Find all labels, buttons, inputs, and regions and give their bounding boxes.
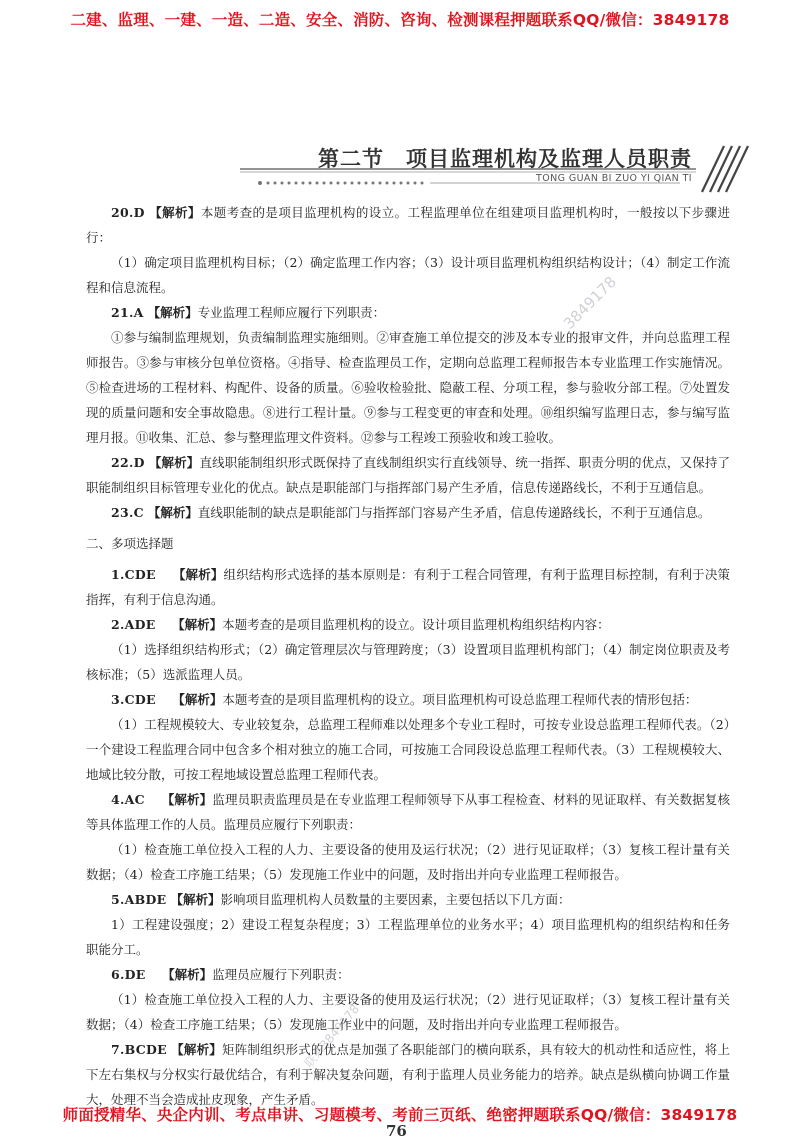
answer-detail: （1）确定项目监理机构目标；（2）确定监理工作内容；（3）设计项目监理机构组织结构设计；（4）制定工作流程和信息流程。: [86, 255, 730, 295]
answer-item-m3: 3.CDE 【解析】本题考查的是项目监理机构的设立。项目监理机构可设总监理工程师代表的情形包括：: [111, 692, 698, 707]
answer-detail: （1）选择组织结构形式；（2）确定管理层次与管理跨度；（3）设置项目监理机构部门；（4）制定岗位职责及考核标准；（5）选派监理人员。: [86, 642, 730, 682]
answer-detail: （1）工程规模较大、专业较复杂，总监理工程师难以处理多个专业工程时，可按专业设总监理工程师代表。（2）一个建设工程监理合同中包含多个相对独立的施工合同，可按施工合同段设总监理工程师代表。（3）工程规模较大、地域比较分散，可按工程地域设置总监理工程师代表。: [86, 717, 730, 782]
answer-item-20: 20.D 【解析】本题考查的是项目监理机构的设立。工程监理单位在组建项目监理机构时，一般按以下步骤进行：: [86, 205, 730, 245]
answer-item-m1: 1.CDE 【解析】组织结构形式选择的基本原则是：有利于工程合同管理，有利于监理目标控制，有利于决策指挥，有利于信息沟通。: [86, 567, 730, 607]
answer-item-23: 23.C 【解析】直线职能制的缺点是职能部门与指挥部门容易产生矛盾，信息传递路线长，不利于互通信息。: [111, 505, 711, 520]
watermark: 3849178: [560, 272, 620, 333]
top-contact-banner: 二建、监理、一建、一造、二造、安全、消防、咨询、检测课程押题联系QQ/微信：3849178: [70, 11, 730, 29]
answer-item-22: 22.D 【解析】直线职能制组织形式既保持了直线制组织实行直线领导、统一指挥、职责分明的优点，又保持了职能制组织目标管理专业化的优点。缺点是职能部门与指挥部门易产生矛盾，信息传递路线长，不利于互通信息。: [86, 455, 730, 495]
section-heading-multiple-choice: 二、多项选择题: [86, 536, 174, 551]
answer-item-m6: 6.DE 【解析】监理员应履行下列职责：: [111, 967, 350, 982]
answer-item-m4: 4.AC 【解析】监理员职责监理员是在专业监理工程师领导下从事工程检查、材料的见证取样、有关数据复核等具体监理工作的人员。监理员应履行下列职责：: [86, 792, 730, 832]
answer-detail: （1）检查施工单位投入工程的人力、主要设备的使用及运行状况；（2）进行见证取样；（3）复核工程计量有关数据；（4）检查工序施工结果；（5）发现施工作业中的问题，及时指出并向专业监理工程师报告。: [86, 842, 730, 882]
section-title: 第二节 项目监理机构及监理人员职责: [318, 146, 692, 171]
answer-detail: （1）检查施工单位投入工程的人力、主要设备的使用及运行状况；（2）进行见证取样；（3）复核工程计量有关数据；（4）检查工序施工结果；（5）发现施工作业中的问题，及时指出并向专业监理工程师报告。: [86, 992, 730, 1032]
bottom-contact-banner: 师面授精华、央企内训、考点串讲、习题模考、考前三页纸、绝密押题联系QQ/微信：3849178: [62, 1106, 738, 1124]
answer-item-21: 21.A 【解析】专业监理工程师应履行下列职责：: [111, 305, 386, 320]
watermark: 联系3849178: [301, 1001, 363, 1071]
section-subtitle: TONG GUAN BI ZUO YI QIAN TI: [536, 173, 692, 184]
answer-item-m5: 5.ABDE 【解析】影响项目监理机构人员数量的主要因素，主要包括以下几方面：: [111, 892, 571, 907]
answer-explanations: [86, 200, 730, 1112]
answer-item-m2: 2.ADE 【解析】本题考查的是项目监理机构的设立。设计项目监理机构组织结构内容：: [111, 617, 610, 632]
section-header: [240, 140, 750, 200]
page-number: 76: [386, 1122, 407, 1140]
answer-detail: 1）工程建设强度；2）建设工程复杂程度；3）工程监理单位的业务水平；4）项目监理机构的组织结构和任务职能分工。: [86, 917, 730, 957]
answer-detail: ①参与编制监理规划，负责编制监理实施细则。②审查施工单位提交的涉及本专业的报审文件，并向总监理工程师报告。③参与审核分包单位资格。④指导、检查监理员工作，定期向总监理工程师报告本专业监理工作实施情况。⑤检查进场的工程材料、构配件、设备的质量。⑥验收检验批、隐蔽工程、分项工程，参与验收分部工程。⑦处置发现的质量问题和安全事故隐患。⑧进行工程计量。⑨参与工程变更的审查和处理。⑩组织编写监理日志，参与编写监理月报。⑪收集、汇总、参与整理监理文件资料。⑫参与工程竣工预验收和竣工验收。: [86, 330, 730, 445]
answer-item-m7: 7.BCDE 【解析】矩阵制组织形式的优点是加强了各职能部门的横向联系，具有较大的机动性和适应性，将上下左右集权与分权实行最优结合，有利于解决复杂问题，有利于监理人员业务能力的培养。缺点是纵横向协调工作量大，处理不当会造成扯皮现象，产生矛盾。: [86, 1042, 730, 1107]
